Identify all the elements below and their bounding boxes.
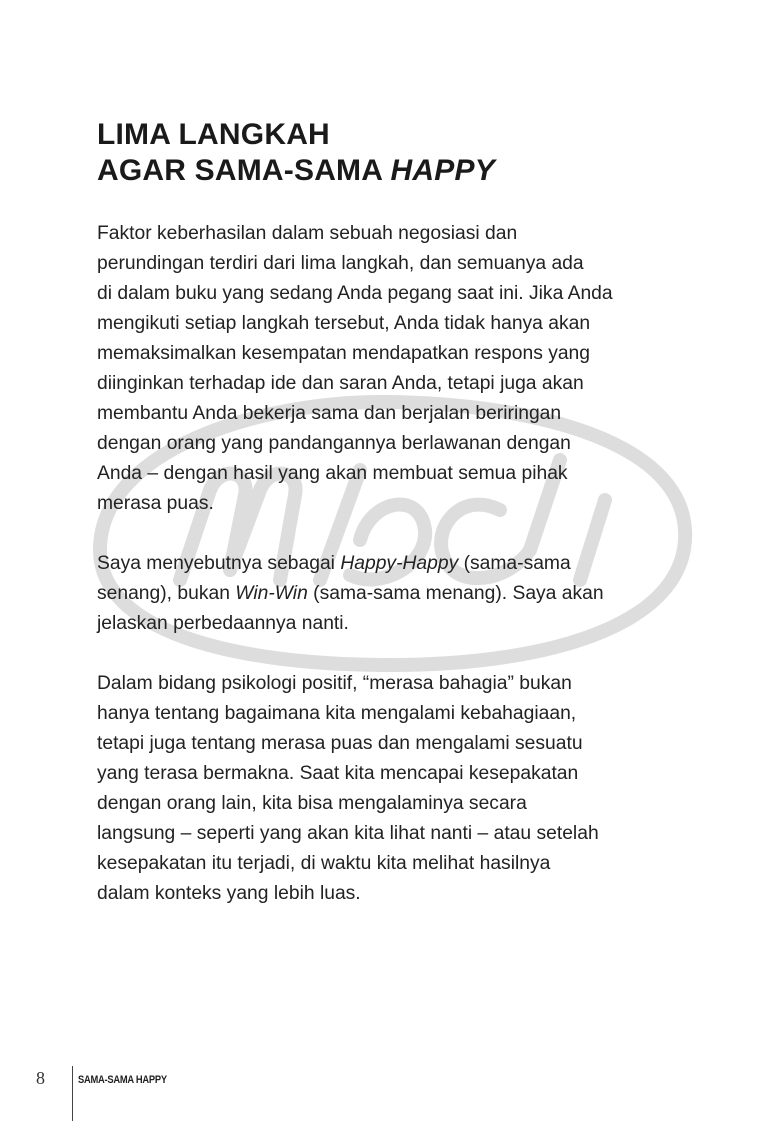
italic-term: Happy-Happy — [340, 553, 459, 574]
text-line: langsung – seperti yang akan kita lihat nanti – atau setelah — [97, 823, 599, 844]
text-line: merasa puas. — [97, 493, 214, 514]
text-line: kesepakatan itu terjadi, di waktu kita melihat hasilnya — [97, 853, 551, 874]
text-line: diinginkan terhadap ide dan saran Anda, tetapi juga akan — [97, 373, 584, 394]
italic-term: Win-Win — [235, 583, 308, 604]
chapter-heading — [97, 117, 495, 189]
text-line: Anda – dengan hasil yang akan membuat semua pihak — [97, 463, 568, 484]
text-line: memaksimalkan kesempatan mendapatkan respons yang — [97, 343, 591, 364]
text-line: di dalam buku yang sedang Anda pegang saat ini. Jika Anda — [97, 283, 613, 304]
text-line: dengan orang lain, kita bisa mengalaminya secara — [97, 793, 527, 814]
heading-line-1: LIMA LANGKAH — [97, 118, 330, 151]
text-run: (sama-sama — [458, 553, 571, 574]
page-number: 8 — [36, 1068, 45, 1088]
text-line: dengan orang yang pandangannya berlawanan dengan — [97, 433, 571, 454]
paragraph-3 — [97, 669, 697, 909]
paragraph-1 — [97, 219, 697, 519]
text-line: yang terasa bermakna. Saat kita mencapai kesepakatan — [97, 763, 579, 784]
footer-divider — [72, 1066, 73, 1121]
running-title: SAMA-SAMA HAPPY — [78, 1074, 167, 1086]
text-line — [97, 579, 697, 609]
text-line: mengikuti setiap langkah tersebut, Anda tidak hanya akan — [97, 313, 591, 334]
text-line: membantu Anda bekerja sama dan berjalan beriringan — [97, 403, 562, 424]
heading-line-2-italic: HAPPY — [390, 154, 495, 187]
body-text — [97, 219, 697, 939]
heading-line-2 — [97, 153, 495, 189]
text-line — [97, 549, 697, 579]
text-run: Saya menyebutnya sebagai — [97, 553, 341, 574]
text-line: tetapi juga tentang merasa puas dan mengalami sesuatu — [97, 733, 583, 754]
text-line: Dalam bidang psikologi positif, “merasa bahagia” bukan — [97, 673, 572, 694]
text-line: hanya tentang bagaimana kita mengalami kebahagiaan, — [97, 703, 577, 724]
text-line: perundingan terdiri dari lima langkah, dan semuanya ada — [97, 253, 584, 274]
text-line: Faktor keberhasilan dalam sebuah negosiasi dan — [97, 223, 518, 244]
heading-line-2-text: AGAR SAMA-SAMA — [97, 154, 391, 187]
paragraph-2 — [97, 549, 697, 639]
text-line: jelaskan perbedaannya nanti. — [97, 613, 349, 634]
text-run: (sama-sama menang). Saya akan — [307, 583, 604, 604]
text-run: senang), bukan — [97, 583, 236, 604]
text-line: dalam konteks yang lebih luas. — [97, 883, 361, 904]
